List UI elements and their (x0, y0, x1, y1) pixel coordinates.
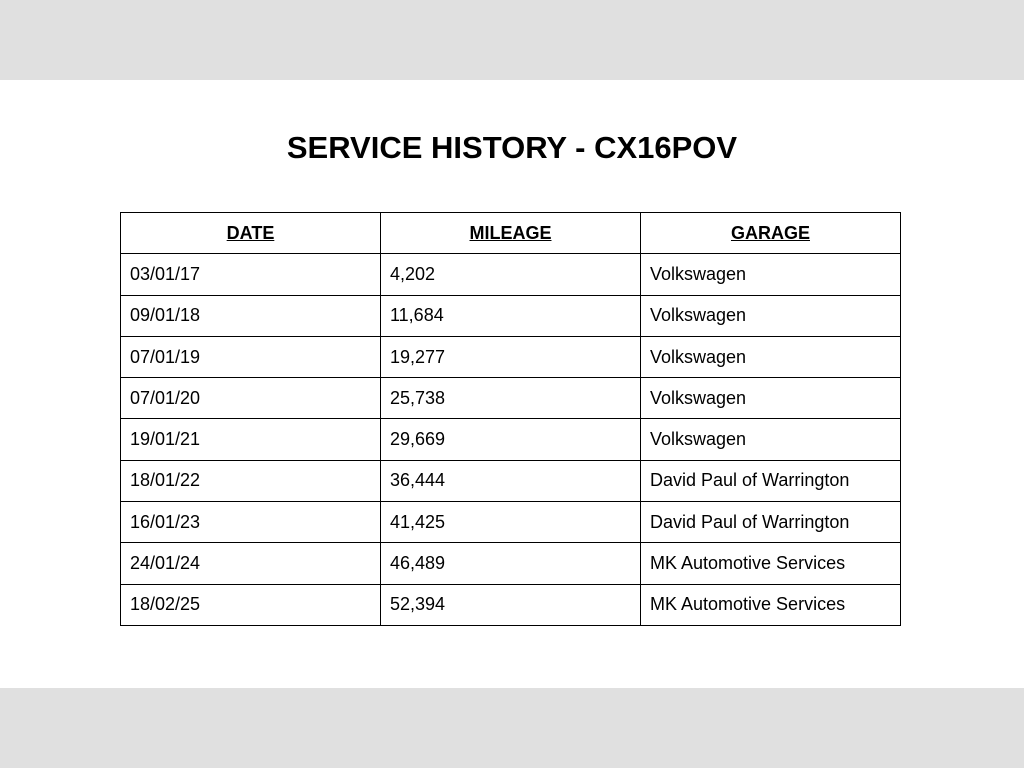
cell-mileage: 11,684 (381, 295, 641, 336)
table-row (121, 254, 901, 295)
table-row (121, 295, 901, 336)
cell-garage: MK Automotive Services (641, 584, 901, 625)
cell-garage: MK Automotive Services (641, 543, 901, 584)
cell-mileage: 36,444 (381, 460, 641, 501)
table-row (121, 460, 901, 501)
table-header-row (121, 213, 901, 254)
page-title: SERVICE HISTORY - CX16POV (286, 130, 738, 165)
cell-date: 07/01/20 (121, 378, 381, 419)
cell-mileage: 52,394 (381, 584, 641, 625)
cell-mileage: 46,489 (381, 543, 641, 584)
table-row (121, 336, 901, 377)
table-row (121, 543, 901, 584)
cell-date: 18/01/22 (121, 460, 381, 501)
cell-date: 19/01/21 (121, 419, 381, 460)
cell-date: 07/01/19 (121, 336, 381, 377)
column-header-garage: GARAGE (641, 213, 901, 254)
cell-garage: Volkswagen (641, 295, 901, 336)
cell-garage: David Paul of Warrington (641, 460, 901, 501)
column-header-date: DATE (121, 213, 381, 254)
bottom-margin-band (0, 688, 1024, 768)
cell-garage: Volkswagen (641, 378, 901, 419)
cell-date: 09/01/18 (121, 295, 381, 336)
cell-mileage: 4,202 (381, 254, 641, 295)
cell-garage: Volkswagen (641, 336, 901, 377)
cell-mileage: 41,425 (381, 502, 641, 543)
cell-mileage: 29,669 (381, 419, 641, 460)
table-row (121, 502, 901, 543)
cell-date: 16/01/23 (121, 502, 381, 543)
cell-date: 18/02/25 (121, 584, 381, 625)
top-margin-band (0, 0, 1024, 80)
cell-garage: David Paul of Warrington (641, 502, 901, 543)
table-row (121, 378, 901, 419)
cell-mileage: 25,738 (381, 378, 641, 419)
table-row (121, 584, 901, 625)
service-history-table (120, 212, 901, 626)
cell-mileage: 19,277 (381, 336, 641, 377)
table-row (121, 419, 901, 460)
column-header-mileage: MILEAGE (381, 213, 641, 254)
cell-date: 24/01/24 (121, 543, 381, 584)
cell-garage: Volkswagen (641, 419, 901, 460)
cell-date: 03/01/17 (121, 254, 381, 295)
cell-garage: Volkswagen (641, 254, 901, 295)
